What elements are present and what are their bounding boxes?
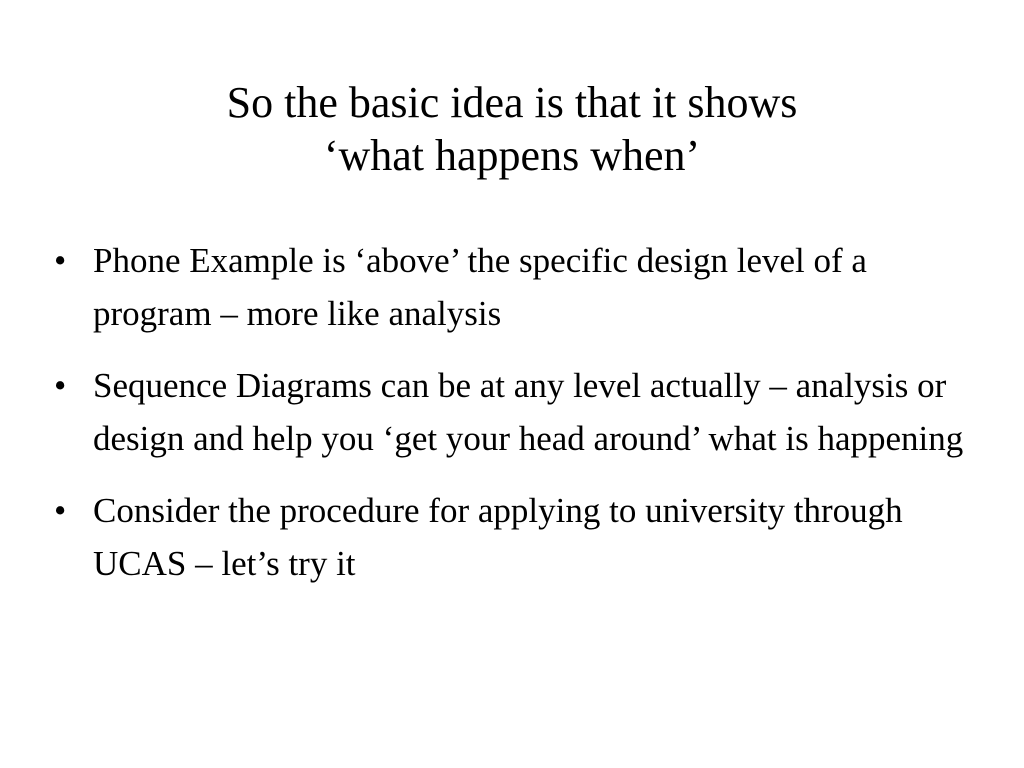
bullet-list xyxy=(54,234,989,609)
bullet-item-sequence-diagrams xyxy=(54,359,989,465)
bullet-dot-icon: • xyxy=(54,491,67,530)
bullet-text: Consider the procedure for applying to university through UCAS – let’s try it xyxy=(93,491,903,583)
bullet-text: Phone Example is ‘above’ the specific design level of a program – more like analysis xyxy=(93,241,867,333)
bullet-dot-icon: • xyxy=(54,241,67,280)
bullet-item-phone-example xyxy=(54,234,989,340)
slide-title xyxy=(0,76,1024,182)
bullet-item-ucas xyxy=(54,484,989,590)
slide-title-line-2: ‘what happens when’ xyxy=(323,131,701,180)
slide-title-line-1: So the basic idea is that it shows xyxy=(226,78,798,127)
bullet-text: Sequence Diagrams can be at any level actually – analysis or design and help you ‘get your head around’ what is happening xyxy=(93,366,964,458)
bullet-dot-icon: • xyxy=(54,366,67,405)
